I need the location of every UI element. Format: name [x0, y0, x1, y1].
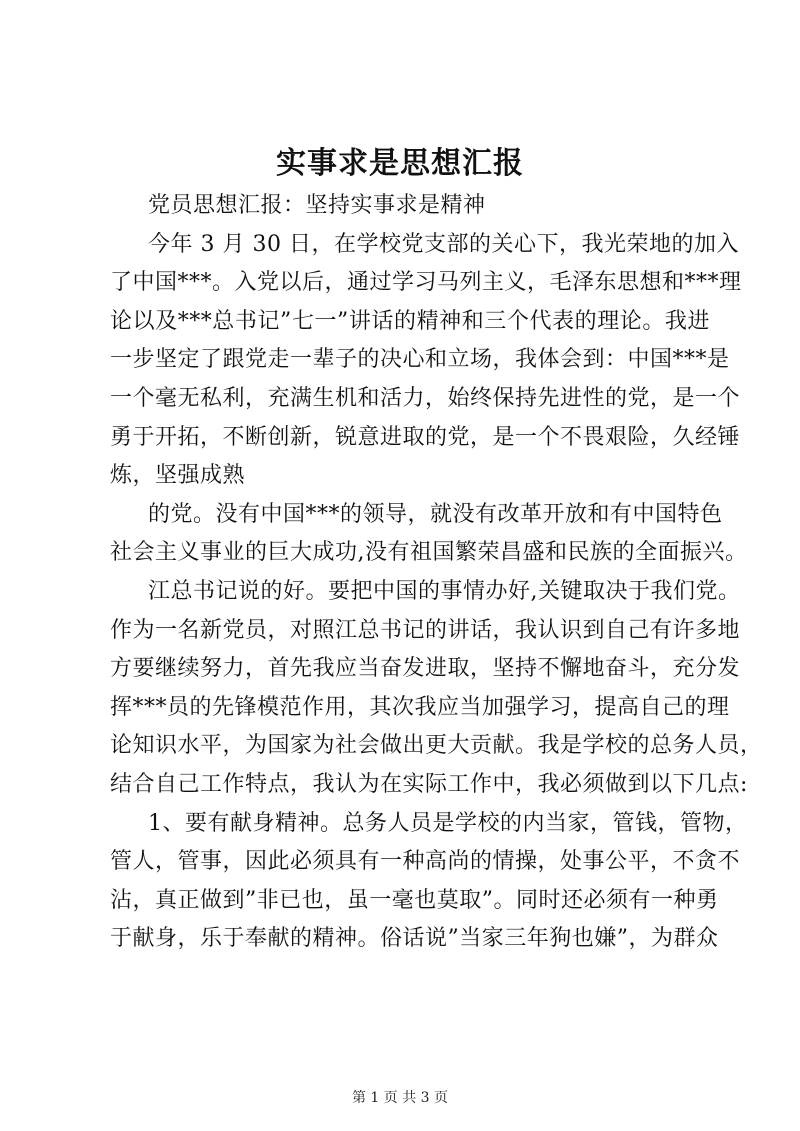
text-line: 结合自己工作特点，我认为在实际工作中，我必须做到以下几点:	[110, 771, 748, 797]
text-line: 党员思想汇报：坚持实事求是精神	[148, 193, 486, 218]
text-line: 炼，坚强成熟	[110, 463, 246, 489]
text-line: 一个毫无私利，充满生机和活力，始终保持先进性的党，是一个	[110, 385, 741, 411]
text-line: 1、要有献身精神。总务人员是学校的内当家，管钱，管物，	[148, 810, 748, 836]
text-line: 论知识水平，为国家为社会做出更大贡献。我是学校的总务人员，	[110, 733, 763, 759]
text-line: 一步坚定了跟党走一辈子的决心和立场，我体会到：中国***是	[110, 347, 730, 373]
text-line: 江总书记说的好。要把中国的事情办好,关键取决于我们党。	[148, 578, 741, 604]
text-line: 于献身，乐于奉献的精神。俗话说”当家三年狗也嫌”，为群众	[110, 926, 719, 952]
document-title: 实事求是思想汇报	[276, 146, 524, 181]
text-line: 今年 3 月 30 日，在学校党支部的关心下，我光荣地的加入	[148, 231, 739, 257]
text-line: 勇于开拓，不断创新，锐意进取的党，是一个不畏艰险，久经锤	[110, 424, 741, 450]
text-line: 了中国***。入党以后，通过学习马列主义，毛泽东思想和***理	[110, 270, 742, 296]
text-line: 的党。没有中国***的领导，就没有改革开放和有中国特色	[148, 501, 723, 527]
text-line: 作为一名新党员，对照江总书记的讲话，我认识到自己有许多地	[110, 617, 741, 643]
document-body	[110, 187, 763, 959]
text-line: 社会主义事业的巨大成功,没有祖国繁荣昌盛和民族的全面振兴。	[110, 540, 748, 566]
page-footer: 第 1 页 共 3 页	[351, 1090, 449, 1106]
text-line: 沾，真正做到”非已也，虽一毫也莫取”。同时还必须有一种勇	[110, 887, 719, 913]
text-line: 管人，管事，因此必须具有一种高尚的情操，处事公平，不贪不	[110, 849, 741, 875]
text-line: 论以及***总书记”七一”讲话的精神和三个代表的理论。我进	[110, 308, 710, 334]
text-line: 方要继续努力，首先我应当奋发进取，坚持不懈地奋斗，充分发	[110, 656, 741, 682]
text-line: 挥***员的先锋模范作用，其次我应当加强学习，提高自己的理	[110, 694, 730, 720]
